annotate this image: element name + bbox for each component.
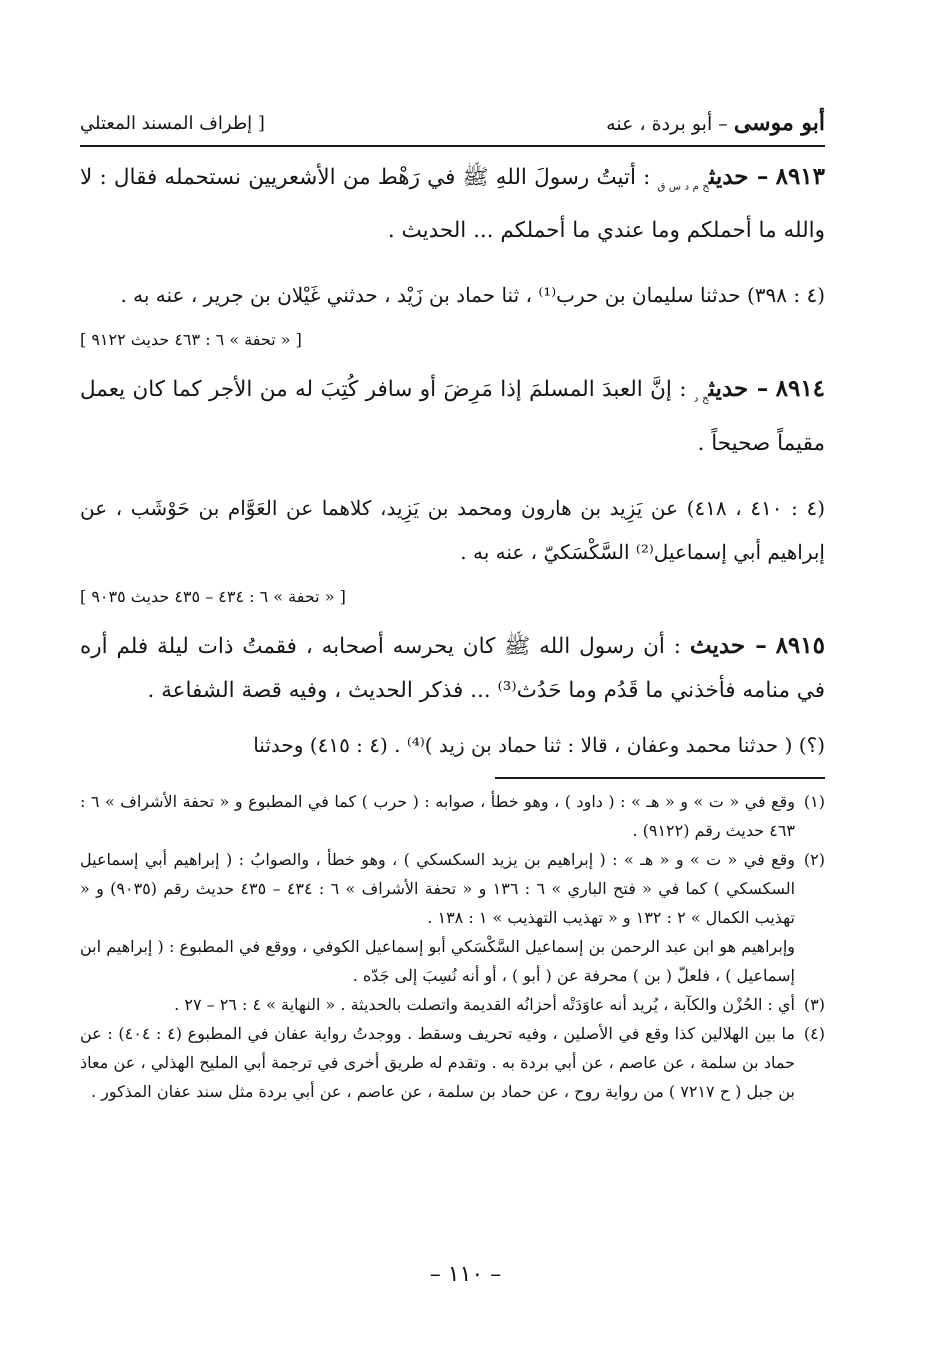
header-title-rest: – أبو بردة ، عنه: [606, 113, 734, 135]
footnote: [80, 787, 825, 845]
tuhfa-reference-text: [ « تحفة » ٦ : ٤٣٤ – ٤٣٥ حديث ٩٠٣٥ ]: [80, 586, 346, 606]
tuhfa-reference-text: [ « تحفة » ٦ : ٤٦٣ حديث ٩١٢٢ ]: [80, 330, 302, 350]
header-title-bold: أبو موسى: [733, 110, 825, 136]
footnote-number: (٢): [803, 849, 825, 869]
tuhfa-reference: [80, 584, 825, 610]
header-book-title: [ إطراف المسند المعتلي: [80, 113, 265, 134]
entry-number: ٨٩١٥: [775, 631, 825, 659]
footnote: [80, 845, 825, 932]
hadith-entry: [80, 155, 825, 253]
entry-sigla: خ د: [693, 393, 709, 405]
footnote-separator: [495, 777, 825, 779]
footnote-continuation: وإبراهيم هو ابن عبد الرحمن بن إسماعيل السَّكْسَكي أبو إسماعيل الكوفي ، ووقع في المطبوع : ( إبراهيم ابن إسماعيل ) ، فلعلّ ( بن ) محرفة عن ( أبو ) ، أو أنه نُسِبَ إلى جَدّه .: [80, 936, 795, 985]
hadith-entry: [80, 367, 825, 465]
footnote: [80, 990, 825, 1019]
footnote: [80, 1019, 825, 1106]
entry-label: – حديث: [708, 163, 769, 190]
footnote-text: وقع في « ت » و « هـ » : ( إبراهيم بن يزيد السكسكي ) ، وهو خطأ ، والصوابُ : ( إبراهيم أبي إسماعيل السكسكي ) كما في « فتح الباري » ٦ : ١٣٦ و « تحفة الأشراف » ٦ : ٤٣٤ – ٤٣٥ حديث رقم (٩٠٣٥) و « تهذيب الكمال » ٢ : ١٣٢ و « تهذيب التهذيب » ١ : ١٣٨ .: [80, 849, 796, 927]
isnad-chain: (٤ : ٣٩٨) حدثنا سليمان بن حرب⁽¹⁾ ، ثنا حماد بن زَيْد ، حدثني غَيْلان بن جرير ، عنه به .: [120, 283, 825, 308]
page-number: – ١١٠ –: [429, 1262, 502, 1287]
footnote-text: وقع في « ت » و « هـ » : ( داود ) ، وهو خطأ ، صوابه : ( حرب ) كما في المطبوع و « تحفة الأشراف » ٦ : ٤٦٣ حديث رقم (٩١٢٢) .: [80, 791, 795, 840]
entry-sigla: خ م د س ق: [657, 181, 709, 193]
entry-label: – حديث: [708, 375, 769, 403]
footnote-number: (١): [803, 791, 825, 811]
hadith-entry: [80, 624, 825, 713]
footnote-text: أي : الحُزْن والكآبة ، يُريد أنه عاوَدَتْه أحزانُه القديمة واتصلت بالحديثة . « النهاية » ٤ : ٢٦ – ٢٧ .: [174, 994, 795, 1014]
isnad-chain: (٤ : ٤١٠ ، ٤١٨) عن يَزِيد بن هارون ومحمد بن يَزِيد، كلاهما عن العَوَّام بن حَوْشَب ، عن إبراهيم أبي إسماعيل⁽²⁾ السَّكْسَكيّ ، عنه به .: [80, 495, 826, 564]
footnote-number: (٤): [803, 1023, 825, 1043]
entry-text: : أن رسول الله ﷺ كان يحرسه أصحابه ، فقمتُ ذات ليلة فلم أره في منامه فأخذني ما قَدُم وما حَدُث⁽³⁾ ... فذكر الحديث ، وفيه قصة الشفاعة .: [80, 633, 825, 703]
footnote-number: (٣): [803, 994, 825, 1014]
entry-number: ٨٩١٤: [775, 375, 826, 403]
footnote-text: ما بين الهلالين كذا وقع في الأصلين ، وفيه تحريف وسقط . ووجدتُ رواية عفان في المطبوع (٤ : ٤٠٤) : عن حماد بن سلمة ، عن عاصم ، عن أبي بردة به . وتقدم له طريق أخرى في ترجمة أبي المليح الهذلي ، عن معاذ بن جبل ( ح ٧٢١٧ ) من رواية روح ، عن حماد بن سلمة ، عن عاصم ، عن أبي بردة مثل سند عفان المذكور .: [80, 1023, 796, 1101]
entry-label: – حديث: [689, 631, 767, 659]
isnad-chain: (؟) ( حدثنا محمد وعفان ، قالا : ثنا حماد بن زيد )⁽⁴⁾ . (٤ : ٤١٥) وحدثنا: [253, 732, 825, 757]
header-title: [606, 108, 825, 139]
entry-number: ٨٩١٣: [775, 163, 826, 190]
entry-text: : إنَّ العبدَ المسلمَ إذا مَرِضَ أو سافر كُتِبَ له من الأجر كما كان يعمل مقيماً صحيحاً .: [80, 377, 825, 456]
running-header: [80, 108, 825, 147]
page-body: [80, 108, 825, 1106]
entry-text: : أتيتُ رسولَ اللهِ ﷺ في رَهْط من الأشعريين نستحمله فقال : لا والله ما أحملكم وما عندي ما أحملكم ... الحديث .: [80, 165, 825, 244]
tuhfa-reference: [80, 327, 825, 353]
